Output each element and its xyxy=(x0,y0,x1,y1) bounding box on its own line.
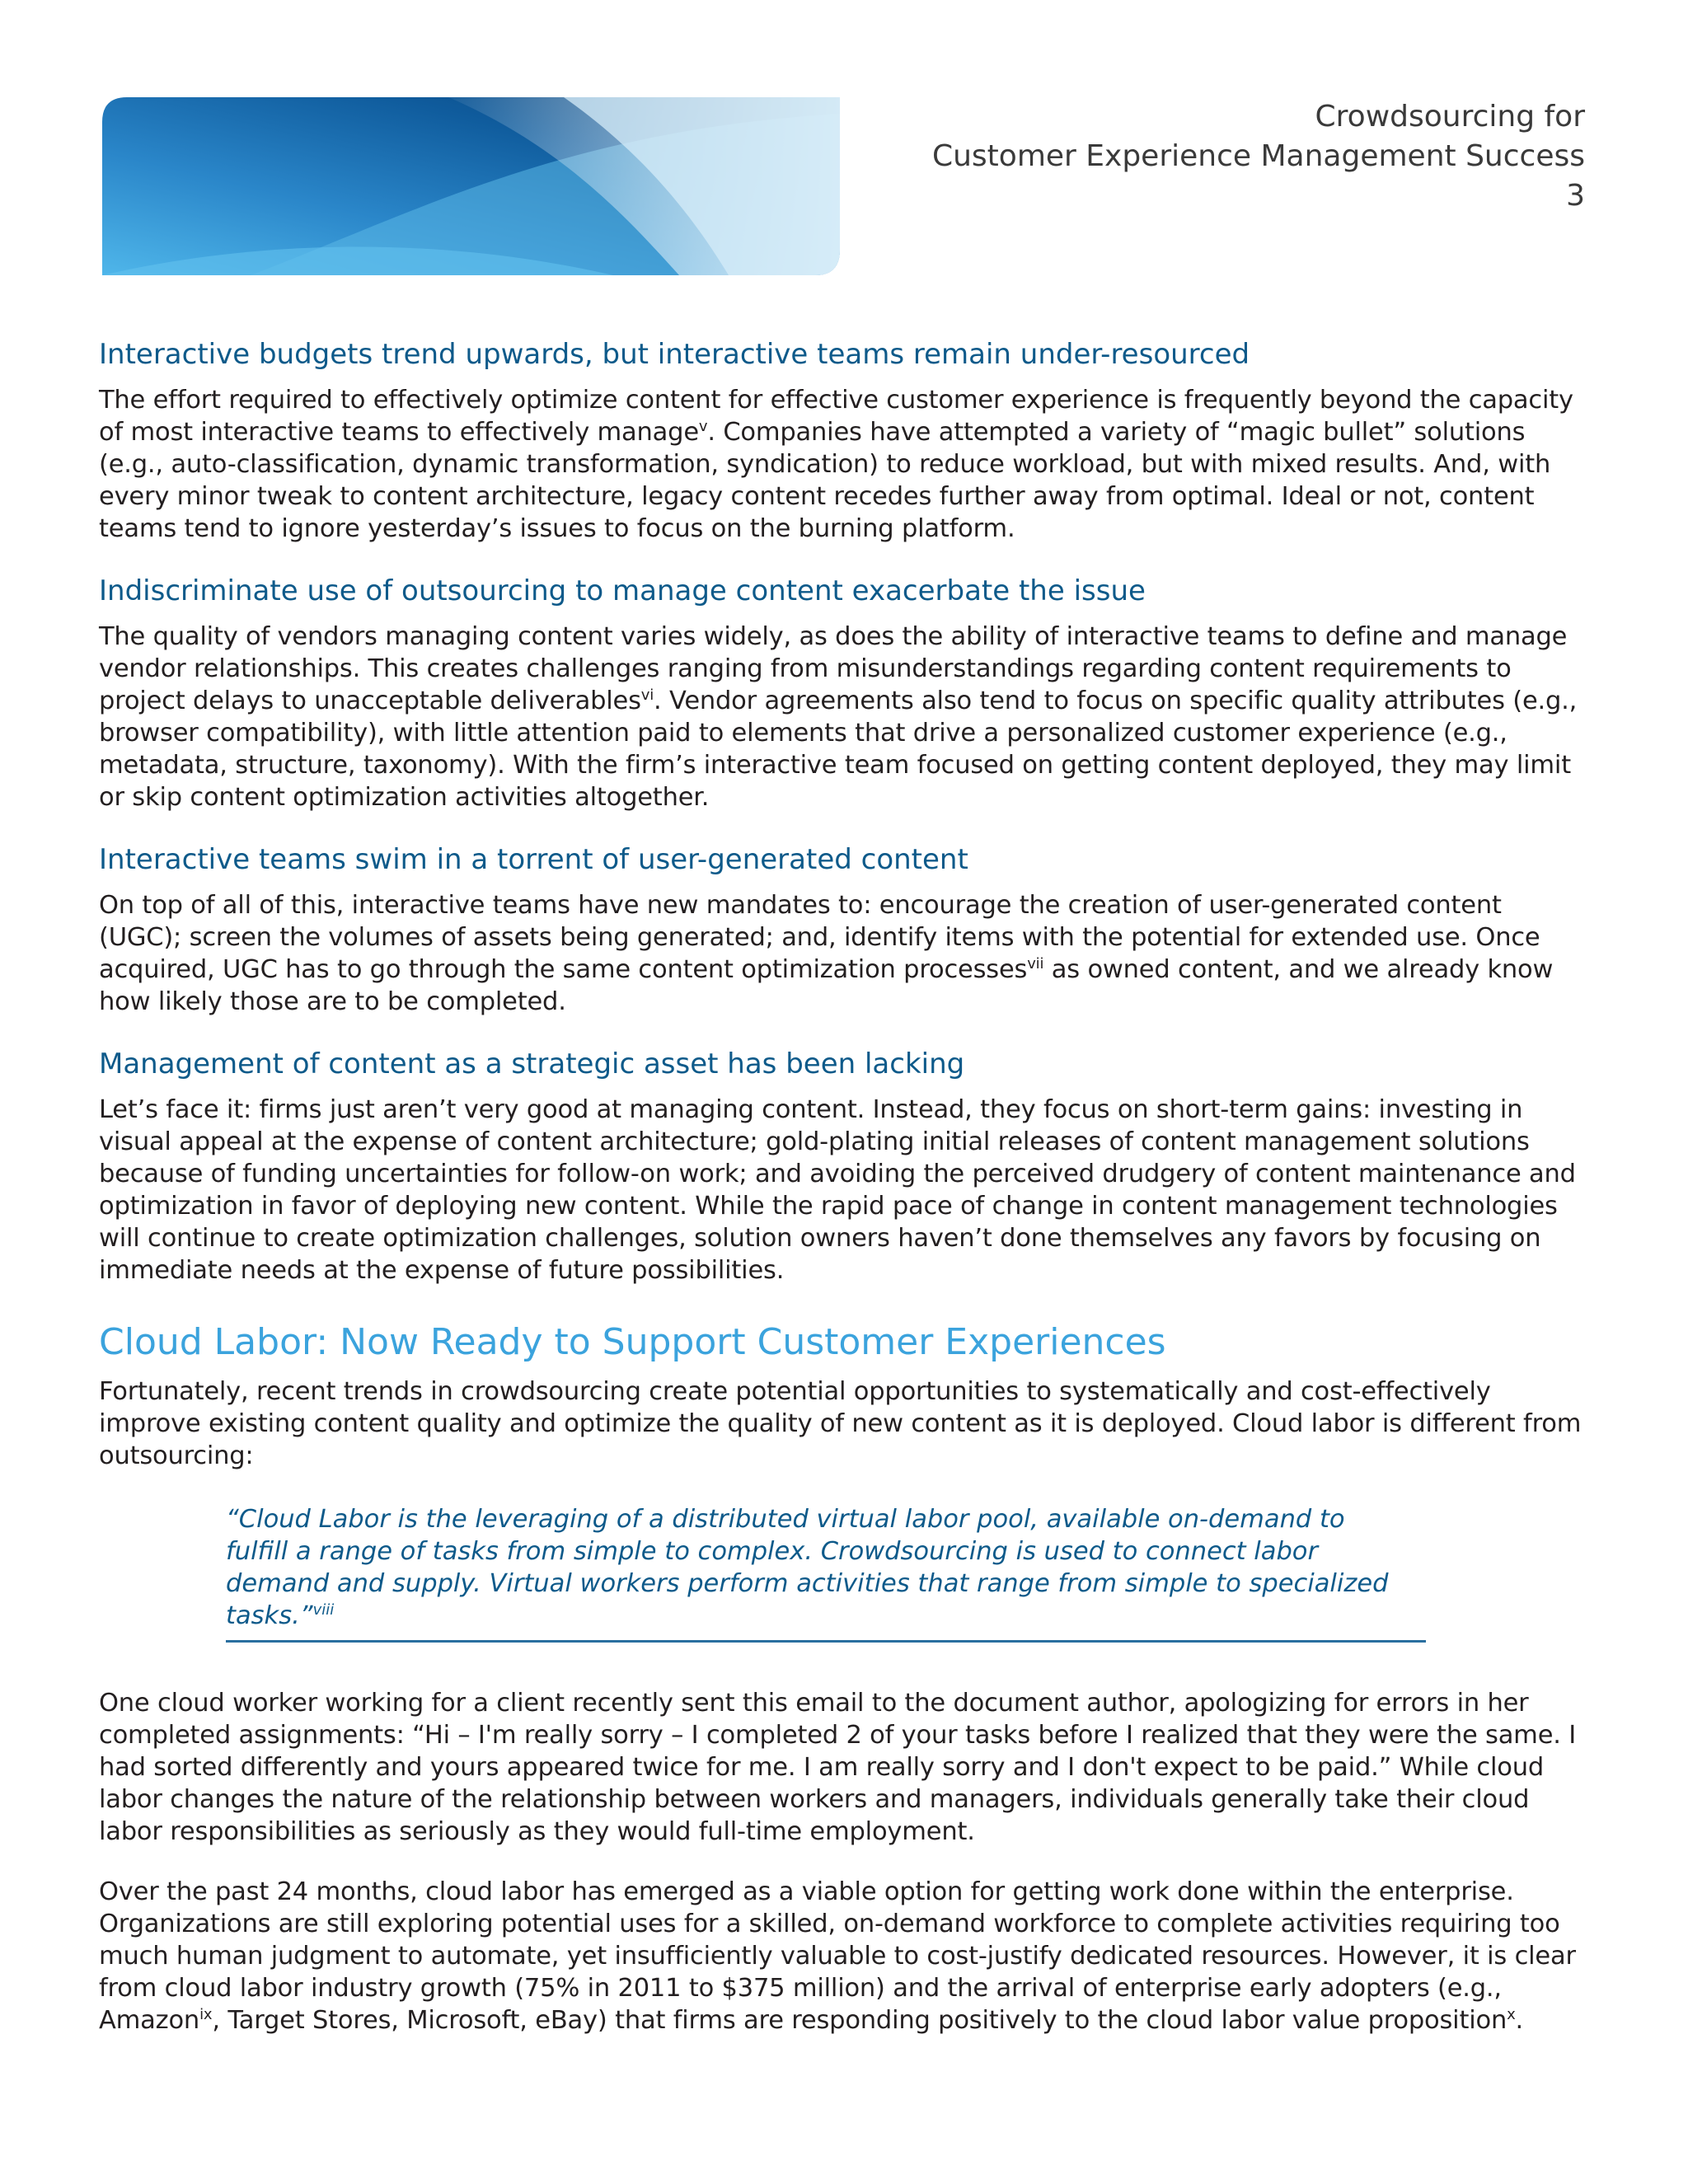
paragraph: Over the past 24 months, cloud labor has emerged as a viable option for getting work done within the enterprise. Organizations are still exploring potential uses for a skilled, on-demand workforce to complete activities requiring too much human judgment to automate, yet insufficiently valuable to cost-justify dedicated resources. However, it is clear from cloud labor industry growth (75% in 2011 to $375 million) and the arrival of enterprise early adopters (e.g., Amazon$^{ix}$, Target Stores, Microsoft, eBay) that firms are responding positively to the cloud labor value proposition$^x$. xyxy=(99,1877,1576,2035)
footnote-ref: viii xyxy=(312,1601,335,1619)
footnote-ref: x xyxy=(1507,2005,1516,2023)
paragraph: The quality of vendors managing content varies widely, as does the ability of interactive teams to define and manage vendor relationships. This creates challenges ranging from misunderstandings regarding content requirements to project delays to unacceptable deliverables$^{vi}$. Vendor agreements also tend to focus on specific quality attributes (e.g., browser compatibility), with little attention paid to elements that drive a personalized customer experience (e.g., metadata, structure, taxonomy). With the firm’s interactive team focused on getting content deployed, they may limit or skip content optimization activities altogether. xyxy=(99,622,1578,812)
quote-text: “Cloud Labor is the leveraging of a distributed virtual labor pool, available on-demand to fulfill a range of tasks from simple to complex. Crowdsourcing is used to connect labor demand and supply. Virtual workers perform activities that range from simple to specialized tasks.”$^{viii}$ xyxy=(226,1505,1389,1630)
header-title-line2: Customer Experience Management Success xyxy=(931,139,1585,173)
document-body xyxy=(99,336,1591,2064)
paragraph: Fortunately, recent trends in crowdsourcing create potential opportunities to systematically and cost-effectively improve existing content quality and optimize the quality of new content as it is deployed. Cloud labor is different from outsourcing: xyxy=(99,1377,1582,1470)
section-heading: Interactive teams swim in a torrent of user-generated content xyxy=(99,843,968,876)
footnote-ref: v xyxy=(698,417,708,435)
footnote-ref: ix xyxy=(199,2005,213,2023)
page-number: 3 xyxy=(1566,179,1585,213)
paragraph: On top of all of this, interactive teams have new mandates to: encourage the creation of user-generated content (UGC); screen the volumes of assets being generated; and, identify items with the potential for extended use. Once acquired, UGC has to go through the same content optimization processes$^{vii}$ as owned content, and we already know how likely those are to be completed. xyxy=(99,891,1554,1016)
footnote-ref: vii xyxy=(1027,954,1044,972)
header-title-line1: Crowdsourcing for xyxy=(1315,100,1585,134)
paragraph: One cloud worker working for a client recently sent this email to the document author, apologizing for errors in her completed assignments: “Hi – I'm really sorry – I completed 2 of your tasks before I realized that they were the same. I had sorted differently and yours appeared twice for me. I am really sorry and I don't expect to be paid.” While cloud labor changes the nature of the relationship between workers and managers, individuals generally take their cloud labor responsibilities as seriously as they would full-time employment. xyxy=(99,1689,1577,1846)
header-banner-graphic xyxy=(102,97,840,275)
paragraph: The effort required to effectively optimize content for effective customer experience is frequently beyond the capacity of most interactive teams to effectively manage$^v$. Companies have attempted a variety of “magic bullet” solutions (e.g., auto-classification, dynamic transformation, syndication) to reduce workload, but with mixed results. And, with every minor tweak to content architecture, legacy content recedes further away from optimal. Ideal or not, content teams tend to ignore yesterday’s issues to focus on the burning platform. xyxy=(99,386,1573,543)
section-heading: Indiscriminate use of outsourcing to manage content exacerbate the issue xyxy=(99,574,1146,607)
pull-quote xyxy=(226,1503,1426,1643)
footnote-ref: vi xyxy=(640,686,654,704)
major-heading: Cloud Labor: Now Ready to Support Customer Experiences xyxy=(99,1321,1166,1363)
section-heading: Management of content as a strategic asset has been lacking xyxy=(99,1047,965,1080)
running-header xyxy=(932,97,1585,216)
paragraph: Let’s face it: firms just aren’t very good at managing content. Instead, they focus on short-term gains: investing in visual appeal at the expense of content architecture; gold-plating initial releases of content management solutions because of funding uncertainties for follow-on work; and avoiding the perceived drudgery of content maintenance and optimization in favor of deploying new content. While the rapid pace of change in content management technologies will continue to create optimization challenges, solution owners haven’t done themselves any favors by focusing on immediate needs at the expense of future possibilities. xyxy=(99,1095,1576,1285)
section-heading: Interactive budgets trend upwards, but interactive teams remain under-resourced xyxy=(99,338,1250,371)
